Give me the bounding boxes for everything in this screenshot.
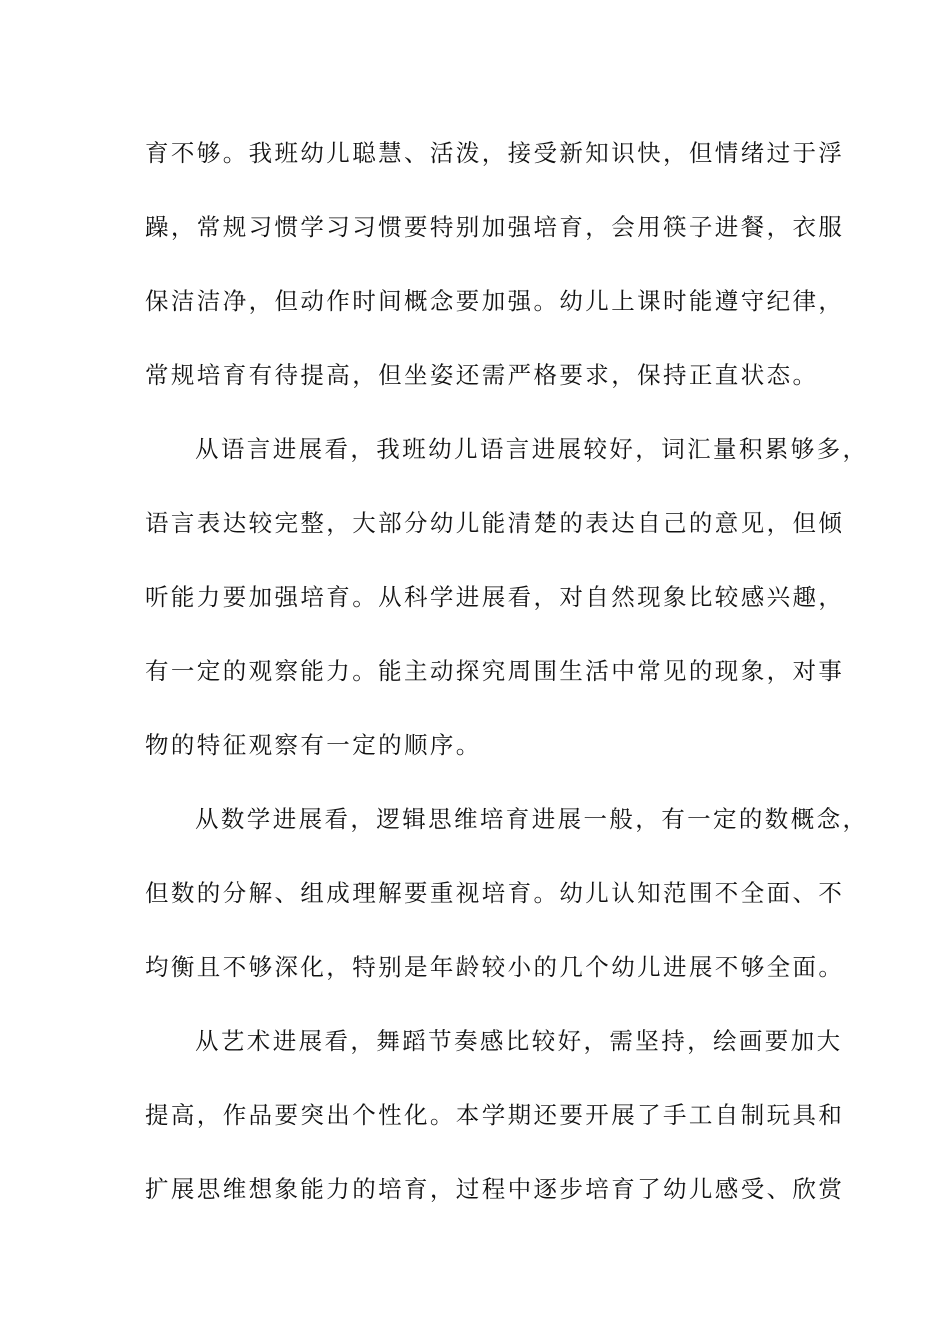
- text-line: 但数的分解、组成理解要重视培育。幼儿认知范围不全面、不: [145, 879, 845, 907]
- text-line: 育不够。我班幼儿聪慧、活泼，接受新知识快，但情绪过于浮: [145, 139, 845, 167]
- text-line: 从艺术进展看，舞蹈节奏感比较好，需坚持，绘画要加大: [195, 1027, 843, 1055]
- text-line: 物的特征观察有一定的顺序。: [145, 731, 482, 759]
- text-line: 有一定的观察能力。能主动探究周围生活中常见的现象，对事: [145, 657, 845, 685]
- text-line: 从语言进展看，我班幼儿语言进展较好，词汇量积累够多，: [195, 435, 869, 463]
- text-line: 提高，作品要突出个性化。本学期还要开展了手工自制玩具和: [145, 1101, 845, 1129]
- document-body: [145, 128, 869, 1238]
- text-line: 扩展思维想象能力的培育，过程中逐步培育了幼儿感受、欣赏: [145, 1175, 845, 1203]
- text-line: 保洁洁净，但动作时间概念要加强。幼儿上课时能遵守纪律，: [145, 287, 845, 315]
- text-line: 听能力要加强培育。从科学进展看，对自然现象比较感兴趣，: [145, 583, 845, 611]
- text-line: 语言表达较完整，大部分幼儿能清楚的表达自己的意见，但倾: [145, 509, 845, 537]
- text-line: 从数学进展看，逻辑思维培育进展一般，有一定的数概念，: [195, 805, 869, 833]
- text-line: 常规培育有待提高，但坐姿还需严格要求，保持正直状态。: [145, 361, 819, 389]
- text-line: 均衡且不够深化，特别是年龄较小的几个幼儿进展不够全面。: [145, 953, 845, 981]
- text-line: 躁，常规习惯学习习惯要特别加强培育，会用筷子进餐，衣服: [145, 213, 845, 241]
